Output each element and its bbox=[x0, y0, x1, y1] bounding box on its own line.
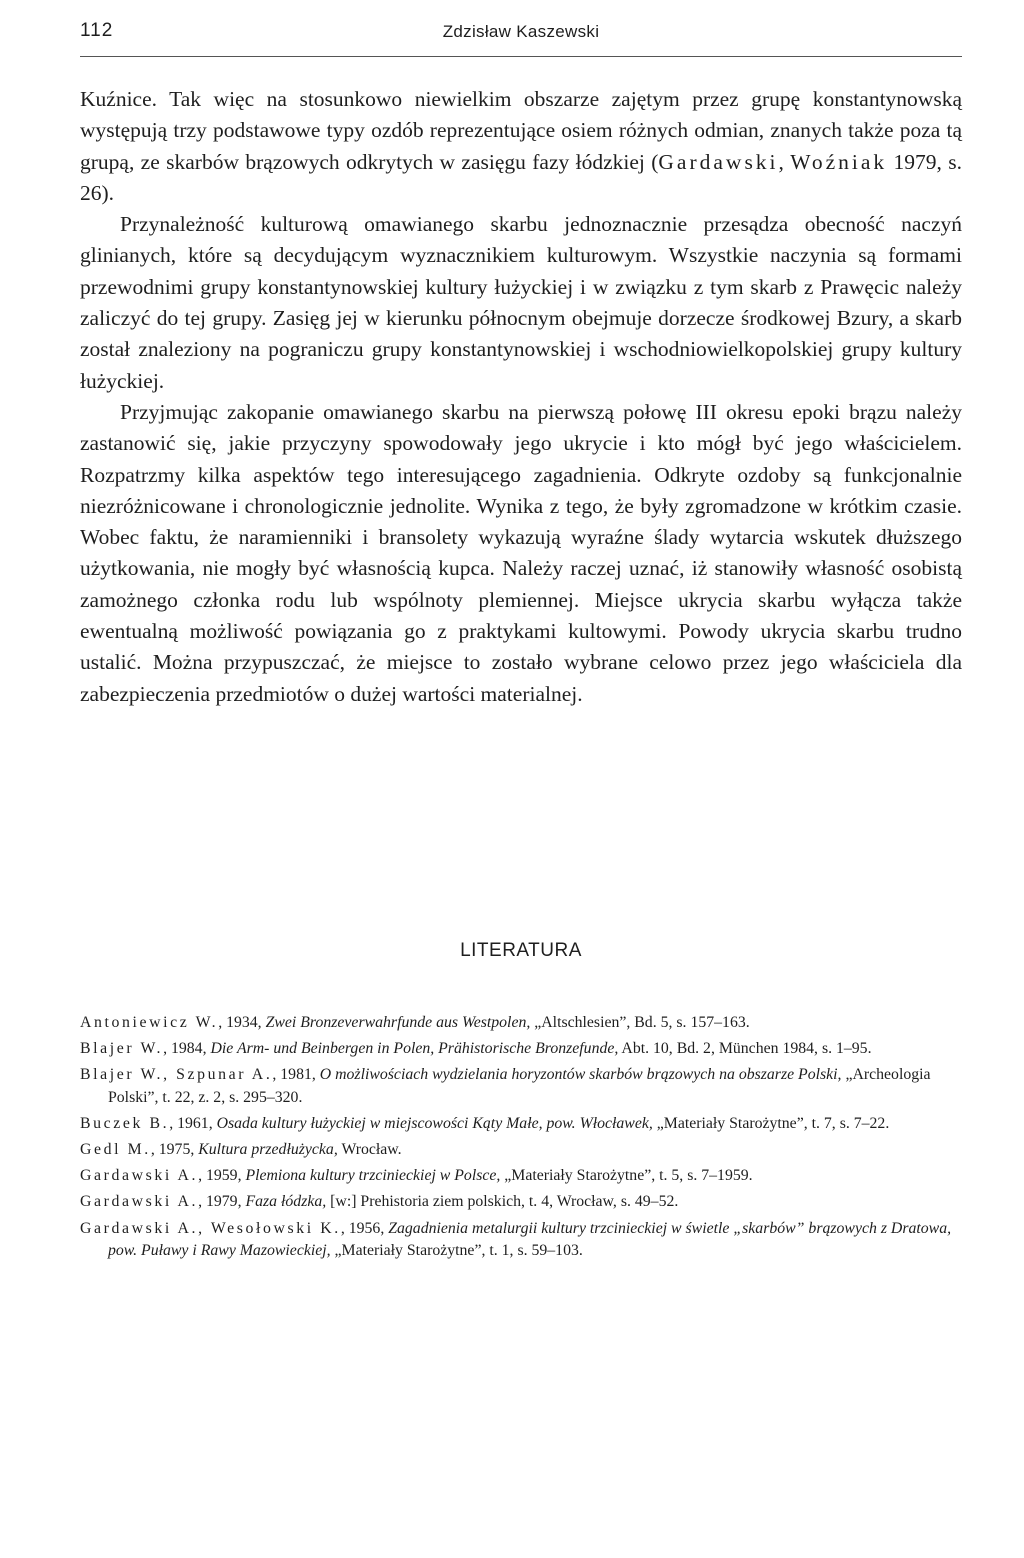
reference-title: Die Arm- und Beinbergen in Polen, Prähistorische Bronzefunde, bbox=[210, 1040, 619, 1058]
reference-title: Faza łódzka, bbox=[245, 1193, 327, 1211]
reference-author: Antoniewicz W. bbox=[80, 1014, 219, 1031]
citation-author: Woźniak bbox=[790, 149, 888, 174]
reference-title: O możliwościach wydzielania horyzontów skarbów brązowych na obszarze Polski, bbox=[319, 1066, 842, 1084]
body-text bbox=[80, 84, 962, 710]
reference-author: Gardawski A. bbox=[80, 1167, 199, 1185]
page-number: 112 bbox=[80, 20, 114, 41]
reference-author: Blajer W. bbox=[80, 1040, 164, 1058]
reference-item bbox=[80, 1038, 962, 1060]
citation-author: Gardawski bbox=[658, 149, 779, 174]
reference-source: „Materiały Starożytne”, t. 1, s. 59–103. bbox=[330, 1241, 583, 1259]
reference-author: Blajer W., Szpunar A. bbox=[80, 1066, 273, 1084]
citation-separator: , bbox=[778, 149, 791, 174]
reference-title: Osada kultury łużyckiej w miejscowości Kąty Małe, pow. Włocławek, bbox=[216, 1114, 653, 1132]
reference-item bbox=[80, 1113, 962, 1135]
running-title: Zdzisław Kaszewski bbox=[442, 22, 600, 41]
reference-title: Kultura przedłużycka, bbox=[198, 1141, 338, 1159]
reference-source: „Altschlesien”, Bd. 5, s. 157–163. bbox=[530, 1014, 750, 1031]
reference-year: , 1956, bbox=[340, 1219, 389, 1237]
reference-list bbox=[80, 1012, 962, 1266]
paragraph-1-text-b: 1979, s. 26). bbox=[80, 149, 962, 205]
reference-item bbox=[80, 1191, 962, 1213]
reference-author: Buczek B. bbox=[80, 1114, 170, 1132]
reference-item bbox=[80, 1012, 962, 1034]
reference-year: , 1975, bbox=[150, 1141, 199, 1159]
reference-title: Plemiona kultury trzcinieckiej w Polsce, bbox=[245, 1167, 501, 1185]
reference-source: „Materiały Starożytne”, t. 7, s. 7–22. bbox=[652, 1114, 890, 1132]
reference-source: Wrocław. bbox=[337, 1141, 402, 1159]
reference-item bbox=[80, 1165, 962, 1187]
reference-author: Gardawski A. bbox=[80, 1193, 199, 1211]
reference-year: , 1961, bbox=[169, 1114, 217, 1132]
reference-item bbox=[80, 1218, 962, 1262]
reference-item bbox=[80, 1139, 962, 1161]
paragraph-2: Przynależność kulturową omawianego skarbu jednoznacznie przesądza obecność naczyń glinianych, które są decydującym wyznacznikiem kulturowym. Wszystkie naczynia są formami przewodnimi grupy konstantynowskiej kultury łużyckiej i w związku z tym skarb z Prawęcic należy zaliczyć do tej grupy. Zasięg jej w kierunku północnym obejmuje dorzecze środkowej Bzury, a skarb został znaleziony na pograniczu grupy konstantynowskiej i wschodniowielkopolskiej grupy kultury łużyckiej. bbox=[80, 212, 962, 393]
reference-author: Gardawski A., Wesołowski K. bbox=[80, 1219, 341, 1237]
reference-source: „Materiały Starożytne”, t. 5, s. 7–1959. bbox=[500, 1167, 753, 1185]
reference-year: , 1981, bbox=[272, 1066, 320, 1084]
reference-source: [w:] Prehistoria ziem polskich, t. 4, Wrocław, s. 49–52. bbox=[326, 1193, 679, 1211]
paragraph-1-text-a: Kuźnice. Tak więc na stosunkowo niewielkim obszarze zajętym przez grupę konstantynowską występują trzy podstawowe typy ozdób reprezentujące osiem różnych odmian, znanych także poza tą grupą, ze skarbów brązowych odkrytych w zasięgu fazy łódzkiej ( bbox=[80, 87, 962, 174]
reference-title: Zagadnienia metalurgii kultury trzcinieckiej w świetle „skarbów” brązowych z Dratowa, pow. Puławy i Rawy Mazowieckiej, bbox=[108, 1219, 952, 1259]
literature-heading: LITERATURA bbox=[460, 940, 582, 961]
reference-year: , 1934, bbox=[218, 1014, 266, 1031]
reference-source: „Archeologia Polski”, t. 22, z. 2, s. 295–320. bbox=[108, 1066, 931, 1106]
reference-title: Zwei Bronzeverwahrfunde aus Westpolen, bbox=[265, 1014, 531, 1031]
paragraph-3: Przyjmując zakopanie omawianego skarbu na pierwszą połowę III okresu epoki brązu należy zastanowić się, jakie przyczyny spowodowały jego ukrycie i kto mógł być jego właścicielem. Rozpatrzmy kilka aspektów tego interesującego zagadnienia. Odkryte ozdoby są funkcjonalnie niezróżnicowane i chronologicznie jednolite. Wynika z tego, że były zgromadzone w krótkim czasie. Wobec faktu, że naramienniki i bransolety wykazują wyraźne ślady wytarcia wskutek dłuższego użytkowania, nie mogły być własnością kupca. Należy raczej uznać, iż stanowiły własność osobistą zamożnego członka rodu lub wspólnoty plemiennej. Miejsce ukrycia skarbu wyłącza także ewentualną możliwość powiązania go z praktykami kultowymi. Powody ukrycia skarbu trudno ustalić. Można przypuszczać, że miejsce to zostało wybrane celowo przez jego właściciela dla zabezpieczenia przedmiotów o dużej wartości materialnej. bbox=[80, 399, 962, 706]
page-header bbox=[80, 20, 962, 57]
reference-source: Abt. 10, Bd. 2, München 1984, s. 1–95. bbox=[618, 1040, 872, 1058]
reference-year: , 1979, bbox=[198, 1193, 246, 1211]
reference-year: , 1959, bbox=[198, 1167, 246, 1185]
paragraph-1 bbox=[80, 84, 962, 209]
reference-author: Gedl M. bbox=[80, 1141, 151, 1159]
reference-year: , 1984, bbox=[163, 1040, 211, 1058]
reference-item bbox=[80, 1064, 962, 1108]
